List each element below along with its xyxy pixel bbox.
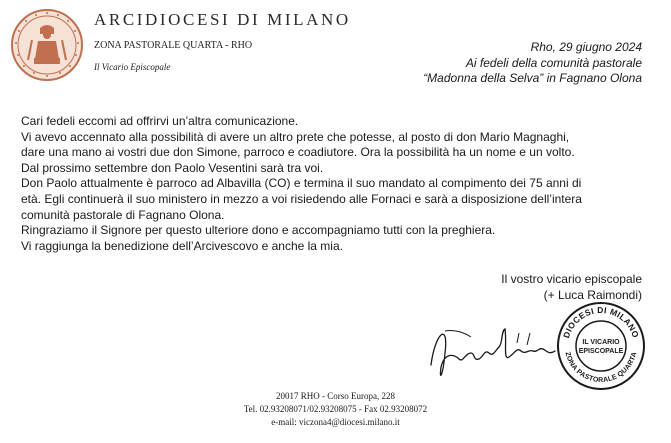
- vicar-title: Il Vicario Episcopale: [94, 62, 171, 72]
- signer-name: (+ Luca Raimondi): [543, 288, 642, 302]
- body-line: Cari fedeli eccomi ad offrirvi un’altra comunicazione.: [21, 114, 299, 128]
- pastoral-zone: ZONA PASTORALE QUARTA - RHO: [94, 40, 253, 51]
- recipient-line-2: “Madonna della Selva” in Fagnano Olona: [423, 71, 642, 85]
- body-line: dare una mano ai vostri due don Simone, parroco e coadiutore. Ora la possibilità ha un nome e un volto.: [21, 145, 575, 160]
- body-line: Don Paolo attualmente è parroco ad Albavilla (CO) e termina il suo mandato al compimento dei 75 anni di: [21, 176, 582, 191]
- recipient-line-1: Ai fedeli della comunità pastorale: [465, 55, 642, 70]
- letter-body: [21, 114, 651, 254]
- body-line: età. Egli continuerà il suo ministero in mezzo a voi risiedendo alle Fornaci e sarà a disposizione dell’intera: [21, 191, 582, 206]
- body-line: comunità pastorale di Fagnano Olona.: [21, 207, 225, 222]
- closing-block: [501, 271, 642, 303]
- stamp-outer-top-text: DIOCESI DI MILANO: [561, 304, 641, 340]
- body-line: Ringraziamo il Signore per questo ulteriore dono e accompagniamo tutti con la preghiera.: [21, 223, 496, 238]
- stamp-outer-bottom-text: ZONA PASTORALE QUARTA: [563, 351, 639, 385]
- footer-phone: Tel. 02.93208071/02.93208075 - Fax 02.93208072: [243, 404, 428, 414]
- body-line: Vi avevo accennato alla possibilità di avere un altro prete che potesse, al posto di don Mario Magnaghi,: [21, 129, 570, 144]
- letterhead-footer: [0, 390, 671, 429]
- body-line: Dal prossimo settembre don Paolo Vesentini sarà tra voi.: [21, 160, 324, 175]
- footer-address: 20017 RHO - Corso Europa, 228: [276, 391, 395, 401]
- handwritten-signature: [425, 303, 565, 387]
- stamp-inner-line-1: IL VICARIO: [582, 339, 620, 346]
- organization-name: ARCIDIOCESI DI MILANO: [94, 10, 351, 29]
- footer-email: e-mail: viczona4@diocesi.milano.it: [271, 417, 400, 427]
- closing-line: Il vostro vicario episcopale: [501, 272, 642, 286]
- place-date: Rho, 29 giugno 2024: [530, 40, 642, 54]
- vicar-stamp: [556, 301, 646, 391]
- diocese-seal-logo: [10, 8, 84, 82]
- dateline: [423, 40, 642, 87]
- body-line: Vi raggiunga la benedizione dell’Arcivescovo e anche la mia.: [21, 238, 343, 253]
- stamp-inner-line-2: EPISCOPALE: [578, 348, 624, 355]
